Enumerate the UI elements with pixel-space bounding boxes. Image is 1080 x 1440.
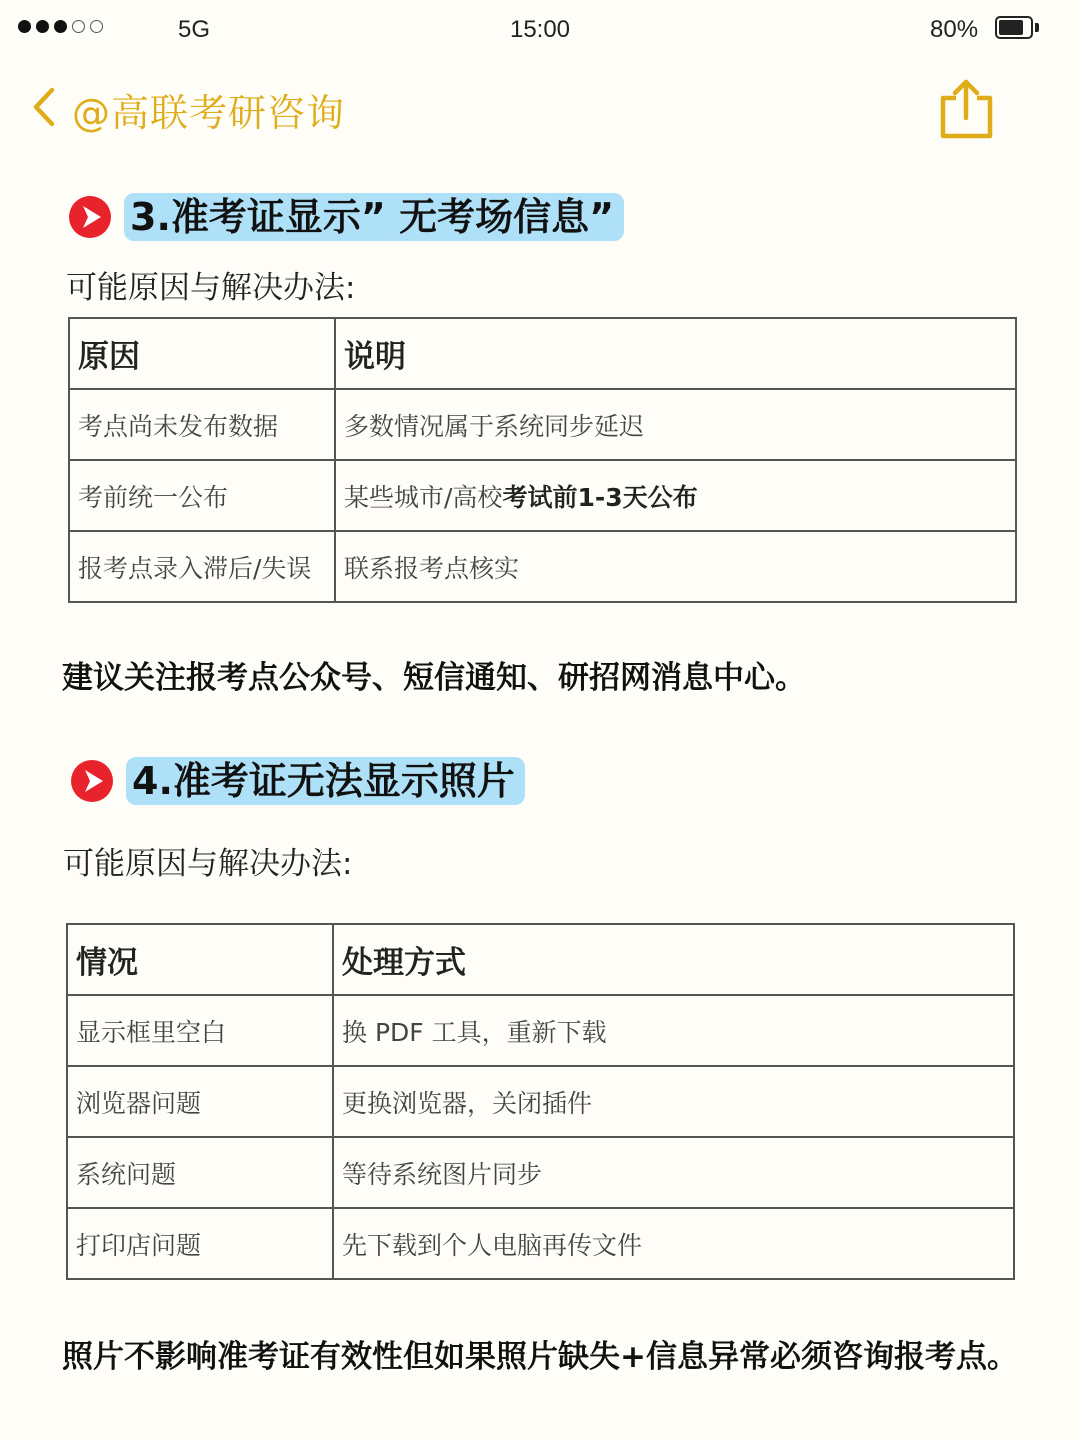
table-row	[69, 460, 1016, 531]
table-cell: 考前统一公布	[69, 460, 335, 531]
section4-note: 照片不影响准考证有效性但如果照片缺失+信息异常必须咨询报考点。	[62, 1339, 1018, 1375]
table-cell: 考点尚未发布数据	[69, 389, 335, 460]
cell-text: 某些城市/高校	[344, 482, 503, 512]
page-title: @高联考研咨询	[72, 91, 346, 135]
section3-heading	[68, 193, 624, 241]
network-type: 5G	[178, 16, 211, 43]
table-header-row	[69, 318, 1016, 389]
photo-issues-table	[66, 923, 1015, 1280]
section4-subtitle: 可能原因与解决办法:	[63, 846, 353, 882]
column-header: 说明	[335, 318, 1016, 389]
nav-bar	[0, 72, 1080, 142]
table-row	[67, 1208, 1014, 1279]
battery-percent: 80%	[930, 16, 979, 43]
share-icon[interactable]	[938, 78, 994, 140]
table-cell: 换 PDF 工具，重新下载	[333, 995, 1014, 1066]
table-cell: 浏览器问题	[67, 1066, 333, 1137]
status-bar	[0, 0, 1080, 62]
column-header: 情况	[67, 924, 333, 995]
chevron-left-icon[interactable]	[28, 86, 62, 128]
table-cell: 显示框里空白	[67, 995, 333, 1066]
battery-icon	[995, 16, 1033, 39]
section4-heading	[70, 757, 525, 805]
table-cell: 先下载到个人电脑再传文件	[333, 1208, 1014, 1279]
column-header: 原因	[69, 318, 335, 389]
section3-note: 建议关注报考点公众号、短信通知、研招网消息中心。	[62, 660, 806, 696]
play-icon	[70, 759, 114, 803]
table-header-row	[67, 924, 1014, 995]
table-row	[67, 1066, 1014, 1137]
column-header: 处理方式	[333, 924, 1014, 995]
play-icon	[68, 195, 112, 239]
table-cell: 多数情况属于系统同步延迟	[335, 389, 1016, 460]
table-row	[67, 995, 1014, 1066]
clock: 15:00	[509, 16, 571, 43]
table-row	[69, 531, 1016, 602]
table-cell: 报考点录入滞后/失误	[69, 531, 335, 602]
table-cell: 更换浏览器，关闭插件	[333, 1066, 1014, 1137]
cell-bold-text: 考试前1-3天公布	[502, 482, 698, 512]
table-cell: 联系报考点核实	[335, 531, 1016, 602]
causes-table	[68, 317, 1017, 603]
section3-subtitle: 可能原因与解决办法:	[66, 270, 356, 306]
section3-title: 3.准考证显示” 无考场信息”	[124, 193, 624, 241]
section4-title: 4.准考证无法显示照片	[126, 757, 525, 805]
table-cell: 系统问题	[67, 1137, 333, 1208]
table-cell	[335, 460, 1016, 531]
table-cell: 等待系统图片同步	[333, 1137, 1014, 1208]
table-cell: 打印店问题	[67, 1208, 333, 1279]
table-row	[67, 1137, 1014, 1208]
table-row	[69, 389, 1016, 460]
